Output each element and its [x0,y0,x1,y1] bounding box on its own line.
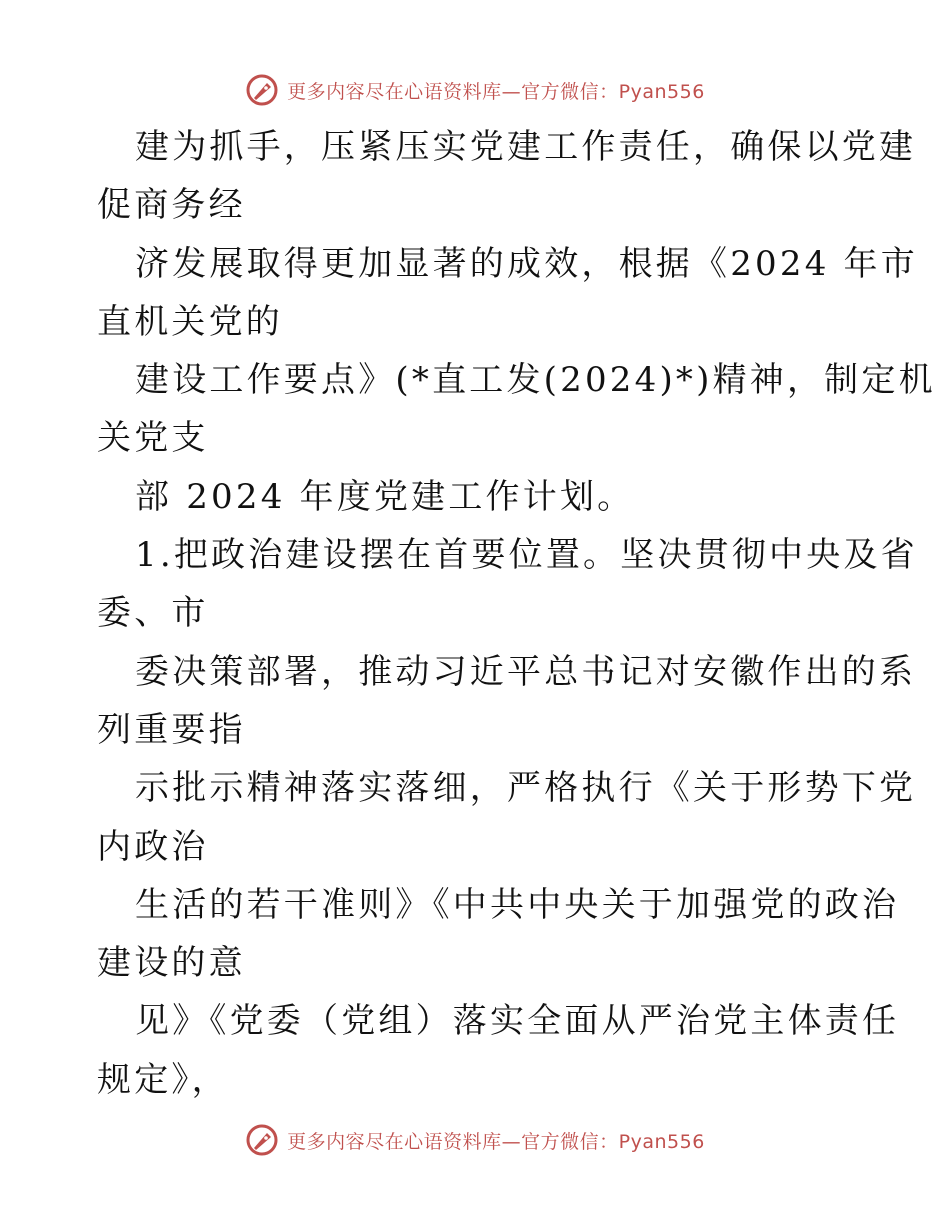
footer-watermark [0,1120,950,1160]
text-line: 示批示精神落实落细，严格执行《关于形势下党 [135,768,917,809]
text-line: 列重要指 [97,709,246,750]
watermark-text: 更多内容尽在心语资料库—官方微信：Pyan556 [287,80,705,103]
text-line: 关党支 [97,418,209,459]
document-body [97,118,936,1109]
text-line: 建设工作要点》(*直工发(2024)*)精神，制定机 [135,360,936,401]
text-line: 委决策部署，推动习近平总书记对安徽作出的系 [135,651,917,692]
pen-nib-icon [245,1123,279,1157]
text-line: 内政治 [97,826,209,867]
text-line: 建设的意 [97,943,246,984]
text-line: 建为抓手，压紧压实党建工作责任，确保以党建 [135,127,917,167]
pen-nib-icon [245,73,279,107]
text-line: 见》《党委（党组）落实全面从严治党主体责任 [135,1001,900,1042]
text-line: 1.把政治建设摆在首要位置。坚决贯彻中央及省 [135,535,918,576]
text-line: 规定》， [97,1059,229,1100]
text-line: 直机关党的 [97,301,283,342]
text-line: 部 2024 年度党建工作计划。 [135,476,635,517]
header-watermark [0,70,950,110]
text-line: 生活的若干准则》《中共中央关于加强党的政治 [135,884,900,925]
text-line: 委、市 [97,593,209,634]
watermark-text: 更多内容尽在心语资料库—官方微信：Pyan556 [287,1130,705,1153]
text-line: 济发展取得更加显著的成效，根据《2024 年市 [135,243,918,284]
text-line: 促商务经 [97,185,246,226]
